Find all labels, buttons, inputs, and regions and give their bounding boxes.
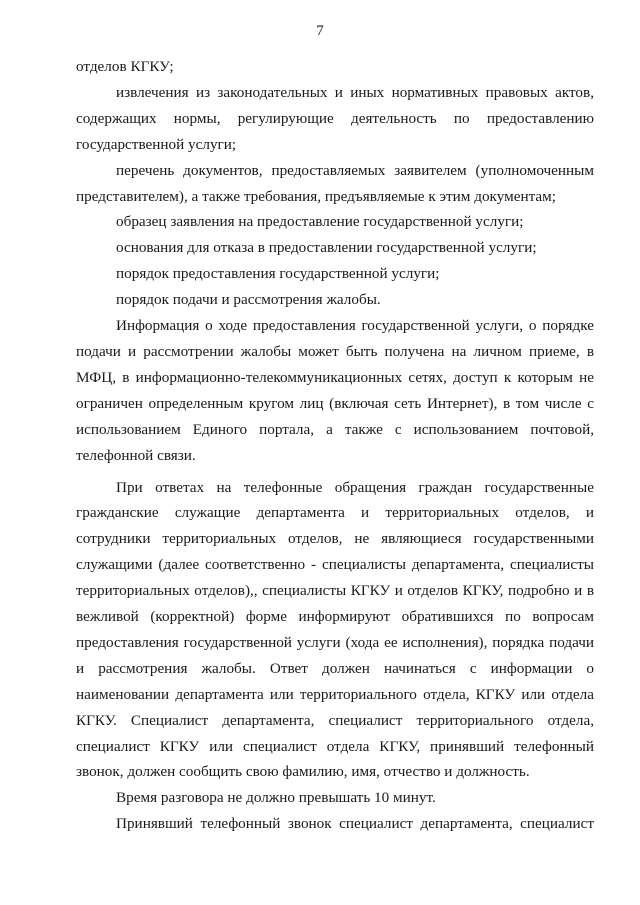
text-line: и рассмотрения жалобы. Ответ должен начинаться с информации о: [76, 659, 594, 677]
text-line: наименовании департамента или территориального отдела, КГКУ или отдела: [76, 685, 594, 703]
text-line: порядок подачи и рассмотрения жалобы.: [116, 291, 381, 309]
paragraph-call-duration: [76, 785, 594, 811]
paragraph-intro: [76, 54, 594, 80]
text-line: использованием Единого портала, а также с использованием почтовой,: [76, 420, 594, 438]
text-line: сотрудники территориальных отделов, не являющиеся государственными: [76, 530, 594, 548]
text-line: служащими (далее соответственно - специалисты департамента, специалисты: [76, 556, 594, 574]
text-line: звонок, должен сообщить свою фамилию, имя, отчество и должность.: [76, 763, 530, 781]
text-line: перечень документов, предоставляемых заявителем (уполномоченным: [116, 161, 594, 179]
paragraph-sample: [76, 209, 594, 235]
text-line: специалист КГКУ или специалист отдела КГКУ, принявший телефонный: [76, 737, 594, 755]
paragraph-documents-list: [76, 158, 594, 210]
text-line: вежливой (корректной) форме информируют обратившихся по вопросам: [76, 608, 594, 626]
paragraph-call-receiver: [76, 811, 594, 837]
text-line: основания для отказа в предоставлении государственной услуги;: [116, 239, 537, 257]
text-line: предоставления государственной услуги (хода ее исполнения), порядка подачи: [76, 633, 594, 651]
text-line: представителем), а также требования, предъявляемые к этим документам;: [76, 187, 556, 205]
paragraph-information: [76, 313, 594, 468]
text-line: гражданские служащие департамента и территориальных отделов, и: [76, 504, 594, 522]
text-line: государственной услуги;: [76, 135, 237, 153]
text-line: порядок предоставления государственной услуги;: [116, 265, 440, 283]
text-line: Информация о ходе предоставления государственной услуги, о порядке: [116, 317, 594, 335]
paragraph-extracts: [76, 80, 594, 158]
paragraph-refusal-grounds: [76, 235, 594, 261]
paragraph-complaint: [76, 287, 594, 313]
text-line: При ответах на телефонные обращения граждан государственные: [116, 478, 594, 496]
text-line: Принявший телефонный звонок специалист департамента, специалист: [116, 815, 594, 833]
text-line: телефонной связи.: [76, 446, 196, 464]
text-line: территориальных отделов),, специалисты КГКУ и отделов КГКУ, подробно и в: [76, 582, 594, 600]
text-line: отделов КГКУ;: [76, 58, 174, 75]
document-body: [76, 54, 594, 837]
paragraph-procedure: [76, 261, 594, 287]
text-line: Время разговора не должно превышать 10 минут.: [116, 789, 436, 807]
text-line: извлечения из законодательных и иных нормативных правовых актов,: [116, 83, 594, 101]
text-line: ограничен определенным кругом лиц (включая сеть Интернет), в том числе с: [76, 394, 594, 412]
text-line: МФЦ, в информационно-телекоммуникационных сетях, доступ к которым не: [76, 368, 594, 386]
paragraph-phone-answers: [76, 475, 594, 786]
page-number: 7: [316, 23, 324, 39]
text-line: КГКУ. Специалист департамента, специалист территориального отдела,: [76, 711, 594, 729]
text-line: образец заявления на предоставление государственной услуги;: [116, 213, 524, 231]
text-line: подачи и рассмотрении жалобы может быть получена на личном приеме, в: [76, 342, 594, 360]
text-line: содержащих нормы, регулирующие деятельность по предоставлению: [76, 109, 594, 127]
